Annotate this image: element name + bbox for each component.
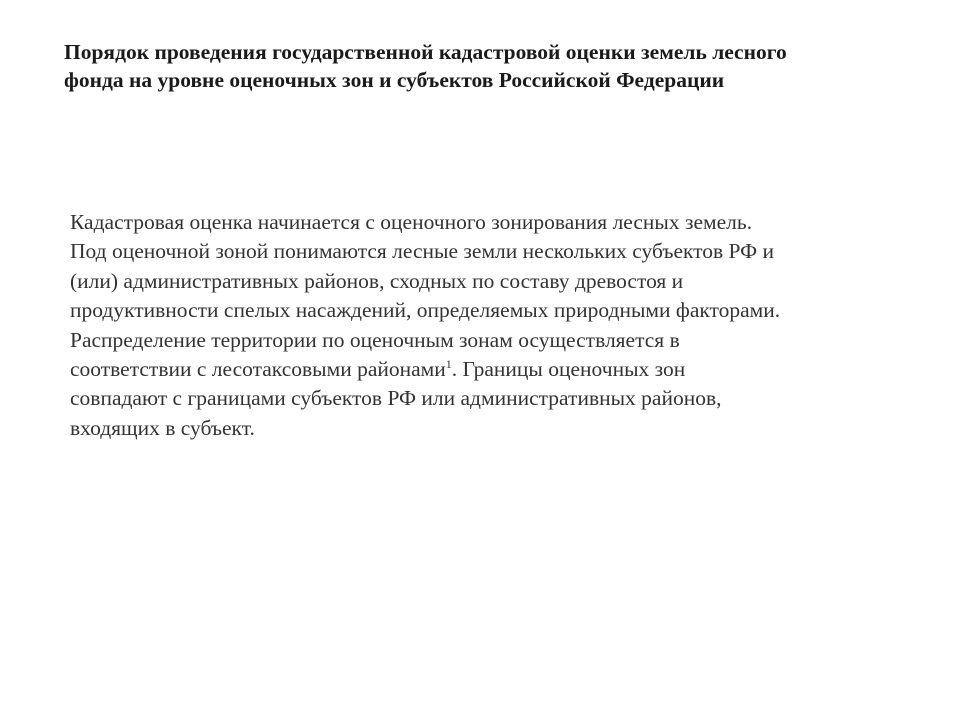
slide-title bbox=[64, 38, 904, 94]
body-line: продуктивности спелых насаждений, определяемых природными факторами. bbox=[70, 298, 781, 323]
body-line: Распределение территории по оценочным зонам осуществляется в bbox=[70, 327, 680, 352]
body-line-with-footnote bbox=[70, 355, 900, 384]
body-line: совпадают с границами субъектов РФ или административных районов, bbox=[70, 386, 722, 411]
title-line: Порядок проведения государственной кадастровой оценки земель лесного bbox=[64, 40, 787, 64]
body-line-part: соответствии с лесотаксовыми районами bbox=[70, 357, 446, 382]
body-paragraph bbox=[70, 208, 900, 443]
title-line: фонда на уровне оценочных зон и субъектов Российской Федерации bbox=[64, 68, 725, 92]
body-line: Кадастровая оценка начинается с оценочного зонирования лесных земель. bbox=[70, 210, 753, 234]
body-line: входящих в субъект. bbox=[70, 415, 255, 440]
footnote-reference: 1 bbox=[445, 356, 452, 371]
body-line: (или) административных районов, сходных по составу древостоя и bbox=[70, 268, 684, 293]
body-line: Под оценочной зоной понимаются лесные земли нескольких субъектов РФ и bbox=[70, 239, 775, 264]
body-line-part: . Границы оценочных зон bbox=[451, 357, 686, 382]
